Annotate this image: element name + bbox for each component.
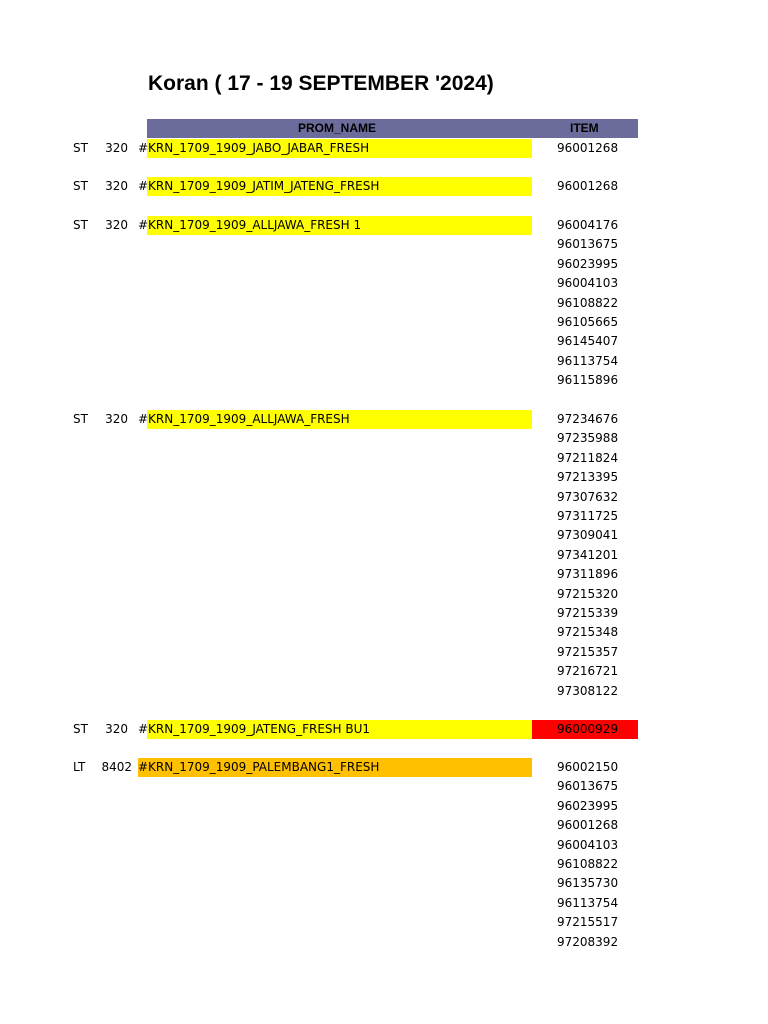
row-prom-name: #KRN_1709_1909_JATENG_FRESH BU1	[138, 722, 371, 736]
row-item: 97215357	[557, 644, 619, 659]
table-row	[0, 933, 768, 952]
row-prom-name: #KRN_1709_1909_ALLJAWA_FRESH 1	[138, 218, 362, 232]
row-item: 96004103	[557, 276, 619, 291]
table-row	[0, 643, 768, 662]
row-item: 96113754	[557, 895, 619, 910]
table-row	[0, 429, 768, 448]
row-item: 96135730	[557, 876, 619, 891]
table-row-header	[0, 410, 768, 429]
table-row	[0, 255, 768, 274]
table-row	[0, 777, 768, 796]
table-row	[0, 682, 768, 701]
table-row	[0, 855, 768, 874]
row-item: 96013675	[557, 779, 619, 794]
row-item: 96105665	[557, 315, 619, 329]
table-row	[0, 623, 768, 642]
row-item: 97208392	[557, 934, 619, 949]
table-row	[0, 585, 768, 604]
row-type: ST	[73, 141, 88, 155]
row-item: 96001268	[557, 179, 619, 193]
row-prom-name: #KRN_1709_1909_JABO_JABAR_FRESH	[138, 141, 370, 155]
row-item: 97234676	[557, 412, 619, 426]
row-item: 97215348	[557, 625, 619, 640]
table-row-header	[0, 758, 768, 777]
row-prom-name: #KRN_1709_1909_PALEMBANG1_FRESH	[138, 760, 380, 774]
row-item: 97215339	[557, 606, 619, 620]
table-row	[0, 488, 768, 507]
table-row	[0, 874, 768, 893]
table-row	[0, 371, 768, 390]
table-row-header	[0, 216, 768, 235]
row-item: 96013675	[557, 237, 619, 252]
row-item: 96004103	[557, 837, 619, 852]
row-prom-name: #KRN_1709_1909_JATIM_JATENG_FRESH	[138, 179, 380, 193]
row-item: 97309041	[557, 528, 619, 543]
table-row	[0, 507, 768, 526]
row-type: ST	[73, 412, 88, 426]
row-store: 8402	[101, 760, 132, 774]
table-row	[0, 235, 768, 254]
header-item: ITEM	[570, 121, 599, 135]
row-item: 96001268	[557, 818, 619, 833]
row-store: 320	[105, 179, 128, 193]
table-row	[0, 604, 768, 623]
row-prom-name: #KRN_1709_1909_ALLJAWA_FRESH	[138, 412, 350, 426]
row-item: 97311896	[557, 567, 619, 582]
row-item: 96001268	[557, 141, 619, 155]
table-row	[0, 662, 768, 681]
row-type: LT	[73, 760, 86, 774]
row-item: 96145407	[557, 334, 619, 349]
table-row	[0, 913, 768, 932]
row-store: 320	[105, 722, 128, 736]
row-type: ST	[73, 722, 88, 736]
table-row	[0, 546, 768, 565]
table-row	[0, 836, 768, 855]
table-row	[0, 468, 768, 487]
table-row	[0, 526, 768, 545]
table-row	[0, 274, 768, 293]
table-row-header	[0, 720, 768, 739]
table-header-bar	[147, 119, 638, 138]
row-item: 97235988	[557, 431, 619, 446]
row-store: 320	[105, 412, 128, 426]
table-row	[0, 294, 768, 313]
row-type: ST	[73, 218, 88, 232]
table-row	[0, 449, 768, 468]
row-item: 97311725	[557, 509, 619, 523]
table-row	[0, 352, 768, 371]
row-type: ST	[73, 179, 88, 193]
row-item: 96023995	[557, 256, 619, 271]
row-item: 96108822	[557, 295, 619, 310]
table-row	[0, 797, 768, 816]
table-row	[0, 313, 768, 332]
row-item: 96023995	[557, 798, 619, 813]
row-item: 97307632	[557, 489, 619, 504]
row-store: 320	[105, 218, 128, 232]
row-item: 97308122	[557, 683, 619, 698]
row-item: 96115896	[557, 373, 619, 388]
table-row	[0, 565, 768, 584]
table-row-header	[0, 139, 768, 158]
row-item: 97213395	[557, 470, 619, 485]
header-prom-name: PROM_NAME	[298, 121, 377, 135]
row-item: 96113754	[557, 353, 619, 368]
row-item: 96004176	[557, 218, 619, 232]
row-item: 96108822	[557, 857, 619, 871]
row-item: 97211824	[557, 450, 619, 465]
row-item: 97216721	[557, 664, 619, 679]
row-item: 96000929	[557, 722, 619, 736]
row-item: 97341201	[557, 547, 619, 562]
row-store: 320	[105, 141, 128, 155]
row-item: 97215320	[557, 586, 619, 601]
row-item: 96002150	[557, 760, 619, 774]
table-row-header	[0, 177, 768, 196]
table-row	[0, 894, 768, 913]
table-row	[0, 332, 768, 351]
row-item: 97215517	[557, 915, 619, 930]
table-row	[0, 816, 768, 835]
page-title: Koran ( 17 - 19 SEPTEMBER '2024)	[148, 72, 494, 95]
